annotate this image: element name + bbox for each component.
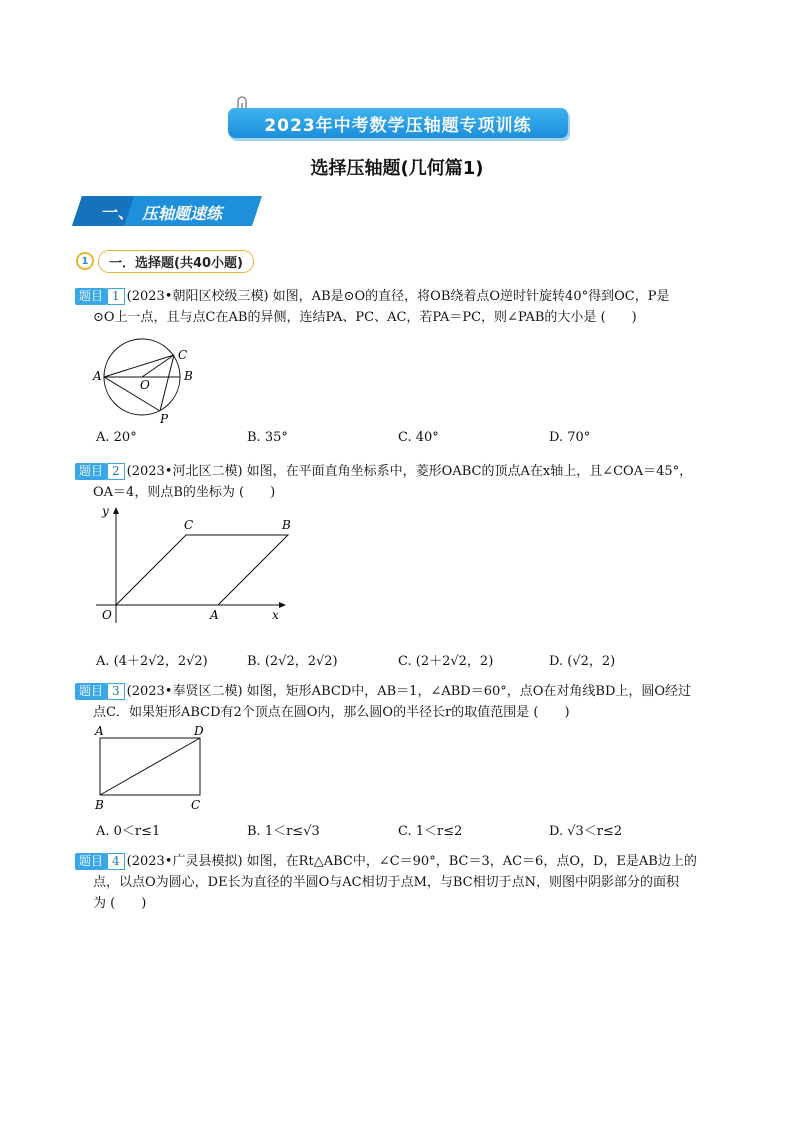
- question-tag: 题目: [75, 463, 107, 480]
- label-P: P: [160, 412, 169, 425]
- question-text: 点C．如果矩形ABCD有2个顶点在圆O内，那么圆O的半径长r的取值范围是 ( ): [93, 705, 570, 720]
- label-B: B: [95, 798, 104, 812]
- section-number: 一、: [102, 203, 135, 222]
- option-d[interactable]: D. (√2，2): [549, 654, 616, 669]
- figure-circle: [90, 335, 200, 425]
- subsection-header: [76, 250, 254, 272]
- option-b[interactable]: B. 1＜r≤√3: [247, 824, 320, 839]
- option-c[interactable]: C. (2＋2√2，2): [398, 654, 494, 669]
- option-c[interactable]: C. 40°: [398, 430, 439, 445]
- question-text: (2023•河北区二模) 如图，在平面直角坐标系中，菱形OABC的顶点A在x轴上，且∠COA＝45°，: [126, 464, 693, 479]
- options-3: [96, 820, 736, 839]
- label-A: A: [95, 724, 104, 738]
- question-number: 3: [107, 683, 125, 700]
- question-text: OA＝4，则点B的坐标为 ( ): [93, 485, 276, 500]
- label-A: A: [210, 608, 219, 622]
- section-title: 压轴题速练: [142, 204, 223, 223]
- question-2: [75, 461, 725, 503]
- question-tag: 题目: [75, 683, 107, 700]
- question-text: (2023•朝阳区校级三模) 如图，AB是⊙O的直径，将OB绕着点O逆时针旋转40°得到OC，P是: [126, 289, 670, 304]
- options-2: [96, 650, 736, 669]
- label-D: D: [194, 724, 204, 738]
- label-O: O: [102, 608, 112, 622]
- question-number: 4: [107, 853, 125, 870]
- option-a[interactable]: A. (4＋2√2，2√2): [96, 654, 208, 669]
- figure-rhombus: [92, 505, 292, 630]
- label-y: y: [102, 505, 109, 518]
- option-c[interactable]: C. 1＜r≤2: [398, 824, 463, 839]
- question-text: (2023•广灵县模拟) 如图，在Rt△ABC中，∠C＝90°，BC＝3，AC＝6，点O，D，E是AB边上的: [126, 854, 697, 869]
- option-b[interactable]: B. 35°: [247, 430, 288, 445]
- label-C: C: [184, 518, 194, 532]
- subsection-title: 一．选择题(共40小题): [98, 250, 254, 273]
- label-x: x: [272, 608, 279, 622]
- label-A: A: [93, 369, 102, 383]
- label-C: C: [191, 798, 201, 812]
- question-number: 2: [107, 463, 125, 480]
- option-a[interactable]: A. 20°: [96, 430, 137, 445]
- option-b[interactable]: B. (2√2，2√2): [247, 654, 338, 669]
- question-tag: 题目: [75, 288, 107, 305]
- option-a[interactable]: A. 0＜r≤1: [96, 824, 161, 839]
- question-text: (2023•奉贤区二模) 如图，矩形ABCD中，AB＝1，∠ABD＝60°，点O在对角线BD上，圆O经过: [126, 684, 692, 699]
- label-C: C: [178, 348, 188, 362]
- question-tag: 题目: [75, 853, 107, 870]
- options-1: [96, 430, 736, 445]
- figure-rectangle: [92, 723, 212, 813]
- subsection-index: 1: [76, 252, 94, 270]
- question-text: ⊙O上一点，且与点C在AB的异侧，连结PA、PC、AC，若PA＝PC，则∠PAB的大小是 ( ): [93, 310, 637, 325]
- label-B: B: [184, 369, 193, 383]
- page-subtitle: 选择压轴题(几何篇1): [310, 158, 484, 179]
- question-number: 1: [107, 288, 125, 305]
- option-d[interactable]: D. √3＜r≤2: [549, 824, 623, 839]
- option-d[interactable]: D. 70°: [549, 430, 591, 445]
- question-text: 为 ( ): [93, 896, 147, 911]
- question-text: 点，以点O为圆心，DE长为直径的半圆O与AC相切于点M，与BC相切于点N，则图中阴影部分的面积: [93, 875, 679, 890]
- label-O: O: [140, 378, 150, 392]
- title-banner: [228, 108, 568, 138]
- section-header: [72, 196, 262, 226]
- question-4: [75, 851, 725, 914]
- question-1: [75, 286, 725, 328]
- banner-title: 2023年中考数学压轴题专项训练: [264, 115, 532, 136]
- label-B: B: [282, 518, 291, 532]
- question-3: [75, 681, 725, 723]
